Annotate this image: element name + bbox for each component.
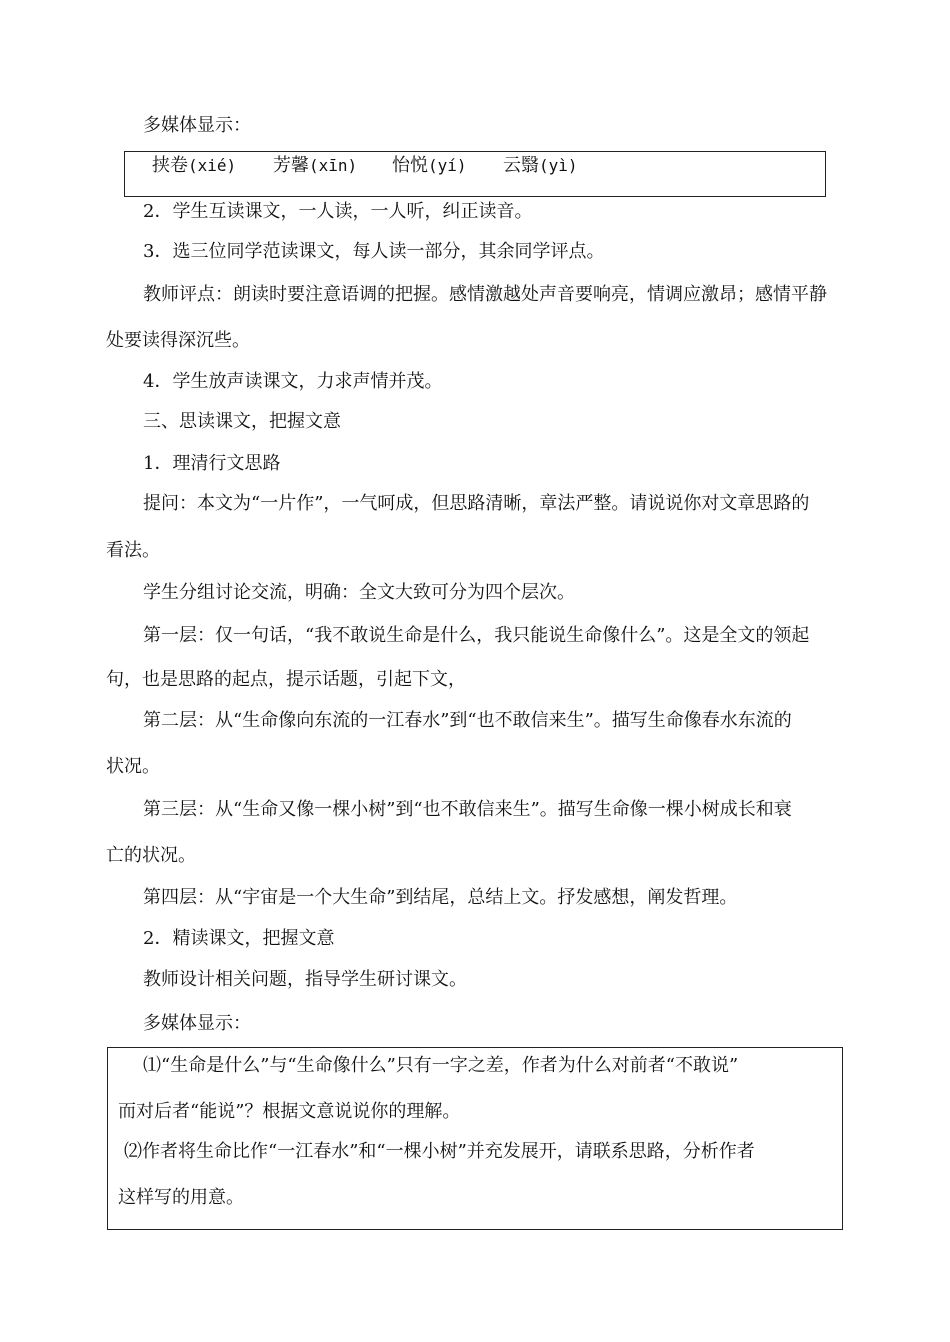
pinyin-reading: (xié) bbox=[188, 156, 237, 175]
text-line-layer-1-cont: 句，也是思路的起点，提示话题，引起下文， bbox=[106, 669, 466, 690]
pinyin-item-2 bbox=[273, 154, 357, 178]
text-line-teacher-design: 教师设计相关问题，指导学生研讨课文。 bbox=[143, 969, 467, 990]
text-line-layer-2: 第二层：从“生命像向东流的一江春水”到“也不敢信来生”。描写生命像春水东流的 bbox=[143, 710, 792, 731]
subheading-2: 2．精读课文，把握文意 bbox=[143, 928, 335, 949]
subheading-1: 1．理清行文思路 bbox=[143, 453, 281, 474]
question-line-1-cont: 而对后者“能说”？根据文意说说你的理解。 bbox=[118, 1101, 461, 1122]
text-line-layer-3-cont: 亡的状况。 bbox=[106, 845, 196, 866]
question-line-2: ⑵作者将生命比作“一江春水”和“一棵小树”并充发展开，请联系思路，分析作者 bbox=[124, 1141, 755, 1162]
text-line-step-4: 4．学生放声读课文，力求声情并茂。 bbox=[143, 371, 443, 392]
text-line-step-2: 2．学生互读课文，一人读，一人听，纠正读音。 bbox=[143, 201, 533, 222]
pinyin-reading: (yí) bbox=[428, 156, 467, 175]
pinyin-reading: (yì) bbox=[539, 156, 578, 175]
text-line-question-cont: 看法。 bbox=[106, 540, 160, 561]
pinyin-word: 挟卷 bbox=[152, 155, 188, 176]
pinyin-word: 怡悦 bbox=[392, 155, 428, 176]
text-line-discussion: 学生分组讨论交流，明确：全文大致可分为四个层次。 bbox=[143, 582, 575, 603]
text-line-teacher-comment: 教师评点：朗读时要注意语调的把握。感情激越处声音要响亮，情调应激昂；感情平静 bbox=[143, 284, 827, 305]
pinyin-item-4 bbox=[503, 154, 578, 178]
question-line-2-cont: 这样写的用意。 bbox=[118, 1187, 244, 1208]
text-line-multimedia-2: 多媒体显示： bbox=[143, 1013, 251, 1034]
text-line-layer-4: 第四层：从“宇宙是一个大生命”到结尾，总结上文。抒发感想，阐发哲理。 bbox=[143, 887, 738, 908]
text-line-layer-1: 第一层：仅一句话，“我不敢说生命是什么，我只能说生命像什么”。这是全文的领起 bbox=[143, 625, 810, 646]
text-line-layer-3: 第三层：从“生命又像一棵小树”到“也不敢信来生”。描写生命像一棵小树成长和衰 bbox=[143, 799, 792, 820]
pinyin-reading: (xīn) bbox=[309, 156, 358, 175]
pinyin-word: 芳馨 bbox=[273, 155, 309, 176]
pinyin-item-1 bbox=[152, 154, 236, 178]
pinyin-word: 云翳 bbox=[503, 155, 539, 176]
pinyin-item-3 bbox=[392, 154, 467, 178]
section-heading-3: 三、思读课文，把握文意 bbox=[143, 411, 341, 432]
question-line-1: ⑴“生命是什么”与“生命像什么”只有一字之差，作者为什么对前者“不敢说” bbox=[143, 1055, 739, 1076]
text-line-multimedia-1: 多媒体显示： bbox=[143, 115, 251, 136]
text-line-step-3: 3．选三位同学范读课文，每人读一部分，其余同学评点。 bbox=[143, 241, 605, 262]
text-line-layer-2-cont: 状况。 bbox=[106, 756, 160, 777]
text-line-question: 提问：本文为“一片作”，一气呵成，但思路清晰，章法严整。请说说你对文章思路的 bbox=[143, 493, 810, 514]
text-line-teacher-comment-cont: 处要读得深沉些。 bbox=[106, 330, 250, 351]
